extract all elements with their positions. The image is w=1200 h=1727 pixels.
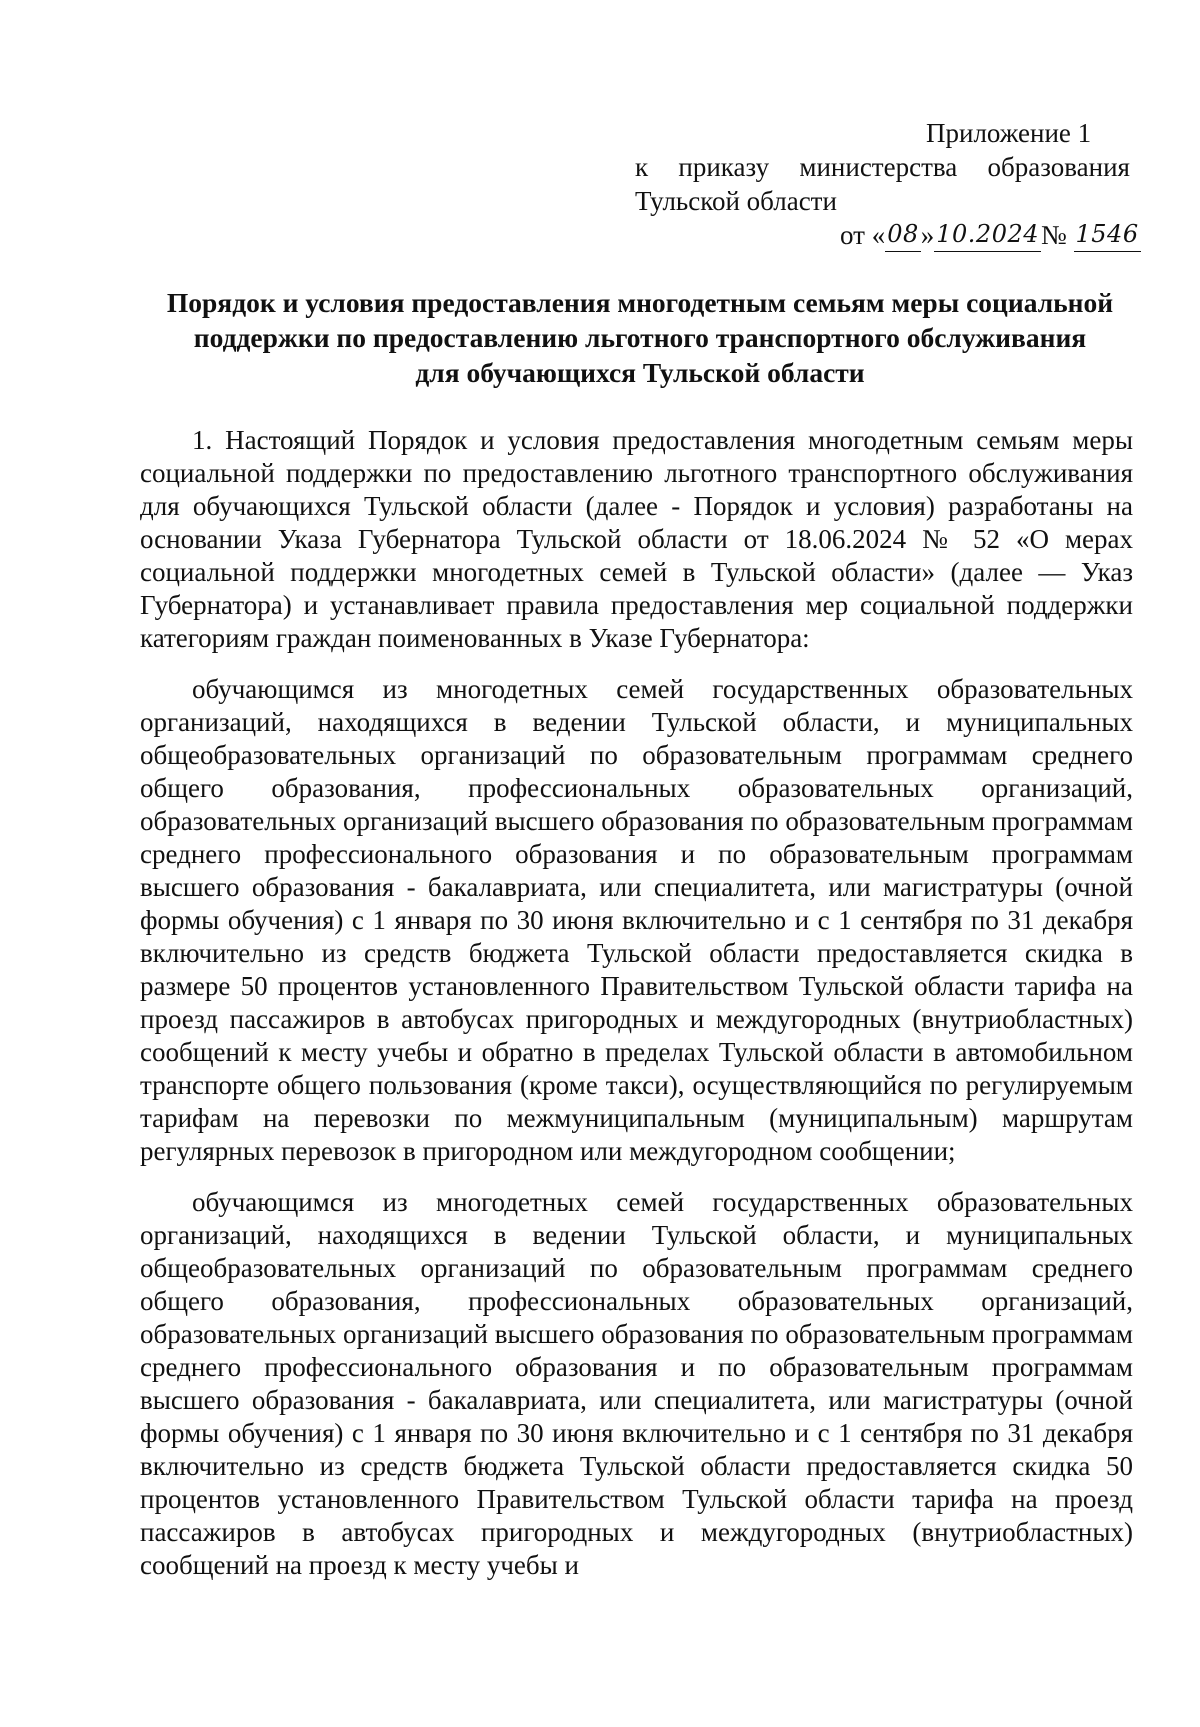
paragraph-3: обучающимся из многодетных семей государственных образовательных организаций, находящихся в ведении Тульской области, и муниципальных общеобразовательных организаций по образовательным программам среднего общего образования, профессиональных образовательных организаций, образовательных организаций высшего образования по образовательным программам среднего профессионального образования и по образовательным программам высшего образования - бакалавриата, или специалитета, или магистратуры (очной формы обучения) с 1 января по 30 июня включительно и с 1 сентября по 31 декабря включительно из средств бюджета Тульской области предоставляется скидка 50 процентов установленного Правительством Тульской области тарифа на проезд пассажиров в автобусах пригородных и междугородных (внутриобластных) сообщений на проезд к месту учебы и	[140, 1187, 1133, 1580]
number-prefix: №	[1041, 220, 1067, 250]
appendix-title: Приложение 1	[926, 118, 1092, 148]
date-day-handwritten: 08	[885, 217, 921, 252]
document-title	[140, 285, 1140, 390]
document-body	[140, 424, 1133, 1600]
date-prefix: от «	[840, 220, 886, 250]
paragraph-2: обучающимся из многодетных семей государственных образовательных организаций, находящихся в ведении Тульской области, и муниципальных общеобразовательных организаций по образовательным программам среднего общего образования, профессиональных образовательных организаций, образовательных организаций высшего образования по образовательным программам среднего профессионального образования и по образовательным программам высшего образования - бакалавриата, или специалитета, или магистратуры (очной формы обучения) с 1 января по 30 июня включительно и с 1 сентября по 31 декабря включительно из средств бюджета Тульской области предоставляется скидка в размере 50 процентов установленного Правительством Тульской области тарифа на проезд пассажиров в автобусах пригородных и междугородных (внутриобластных) сообщений к месту учебы и обратно в пределах Тульской области в автомобильном транспорте общего пользования (кроме такси), осуществляющийся по регулируемым тарифам на перевозки по межмуниципальным (муниципальным) маршрутам регулярных перевозок в пригородном или междугородном сообщении;	[140, 674, 1133, 1166]
order-number-handwritten: 1546	[1074, 217, 1141, 252]
appendix-order-line	[635, 150, 1130, 184]
date-mid: »	[920, 220, 935, 250]
paragraph-1: 1. Настоящий Порядок и условия предоставления многодетным семьям меры социальной поддержки по предоставлению льготного транспортного обслуживания для обучающихся Тульской области (далее - Порядок и условия) разработаны на основании Указа Губернатора Тульской области от 18.06.2024 № 52 «О мерах социальной поддержки многодетных семей в Тульской области» (далее — Указ Губернатора) и устанавливает правила предоставления мер социальной поддержки категориям граждан поименованных в Указе Губернатора:	[140, 425, 1133, 653]
appendix-region-line: Тульской области	[635, 186, 837, 216]
appendix-header	[635, 116, 1139, 254]
appendix-word: приказу	[678, 152, 770, 182]
appendix-word: к	[635, 152, 649, 182]
appendix-date-line	[635, 218, 1139, 254]
title-line: поддержки по предоставлению льготного транспортного обслуживания	[193, 322, 1087, 353]
date-month-year-handwritten: 10.2024	[934, 217, 1041, 252]
appendix-word: министерства	[799, 152, 958, 182]
title-line: Порядок и условия предоставления многодетным семьям меры социальной	[166, 287, 1114, 318]
appendix-word: образования	[987, 152, 1130, 182]
title-line: для обучающихся Тульской области	[415, 357, 865, 388]
